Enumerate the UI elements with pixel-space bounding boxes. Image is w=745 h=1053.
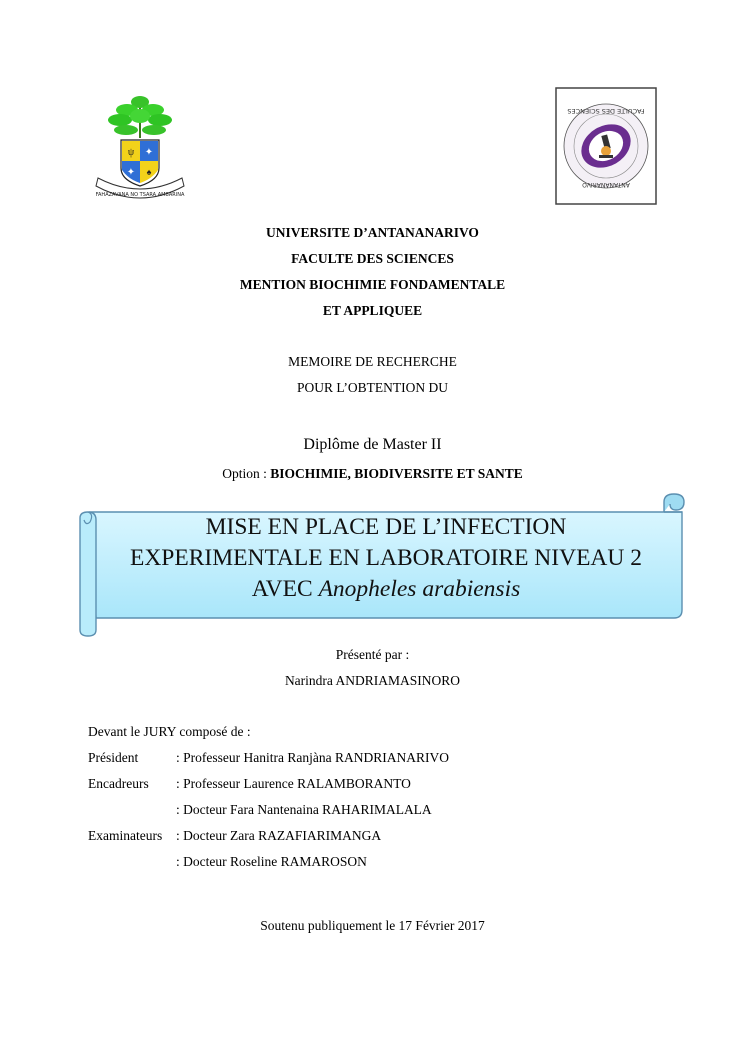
presenter-name: Narindra ANDRIAMASINORO [284, 673, 461, 688]
thesis-title-line-3 [96, 574, 676, 605]
memoire-line-2: POUR L’OBTENTION DU [297, 380, 448, 395]
jury-member: : Professeur Hanitra Ranjàna RANDRIANARIVO [176, 750, 449, 765]
svg-text:✦: ✦ [144, 147, 154, 158]
svg-text:✦: ✦ [126, 167, 136, 178]
thesis-title-line-2: EXPERIMENTALE EN LABORATOIRE NIVEAU 2 [129, 545, 643, 571]
university-coat-of-arms-icon [90, 90, 190, 212]
svg-text:ψ: ψ [127, 147, 135, 158]
species-name: Anopheles arabiensis [318, 576, 521, 602]
thesis-title-line-1: MISE EN PLACE DE L’INFECTION [205, 514, 567, 540]
jury-role: Président [88, 750, 139, 765]
jury-role: Examinateurs [88, 828, 163, 843]
jury-member: : Docteur Roseline RAMAROSON [176, 854, 367, 869]
thesis-title-prefix: AVEC [251, 576, 319, 602]
mention-line-2: ET APPLIQUEE [322, 303, 423, 318]
faculty-name: FACULTE DES SCIENCES [291, 251, 454, 266]
jury-member: : Professeur Laurence RALAMBORANTO [176, 776, 411, 791]
mention-line-1: MENTION BIOCHIMIE FONDAMENTALE [239, 277, 506, 292]
svg-text:♠: ♠ [146, 167, 152, 177]
motto-text: FAHAZAVANA NO TSARA AMBARINA [95, 192, 185, 198]
svg-text:ANTANANARIVO: ANTANANARIVO [582, 181, 630, 188]
diploma-option [0, 466, 745, 482]
defense-date: Soutenu publiquement le 17 Février 2017 [260, 918, 485, 933]
tree-icon [108, 96, 172, 138]
jury-intro: Devant le JURY composé de : [88, 724, 251, 739]
thesis-title [96, 512, 676, 605]
jury-member: : Docteur Fara Nantenaina RAHARIMALALA [176, 802, 432, 817]
university-name: UNIVERSITE D’ANTANANARIVO [266, 225, 479, 240]
jury-member: : Docteur Zara RAZAFIARIMANGA [176, 828, 382, 843]
shield-icon [121, 140, 159, 186]
option-label: Option : [222, 466, 271, 481]
memoire-line-1: MEMOIRE DE RECHERCHE [288, 354, 457, 369]
option-value: BIOCHIMIE, BIODIVERSITE ET SANTE [270, 466, 523, 481]
diploma-title: Diplôme de Master II [303, 436, 442, 453]
faculty-of-sciences-seal-icon [555, 87, 657, 205]
jury-role: Encadreurs [88, 776, 149, 791]
presented-by-label: Présenté par : [335, 647, 410, 662]
svg-text:FACULTE DES SCIENCES: FACULTE DES SCIENCES [567, 107, 645, 115]
